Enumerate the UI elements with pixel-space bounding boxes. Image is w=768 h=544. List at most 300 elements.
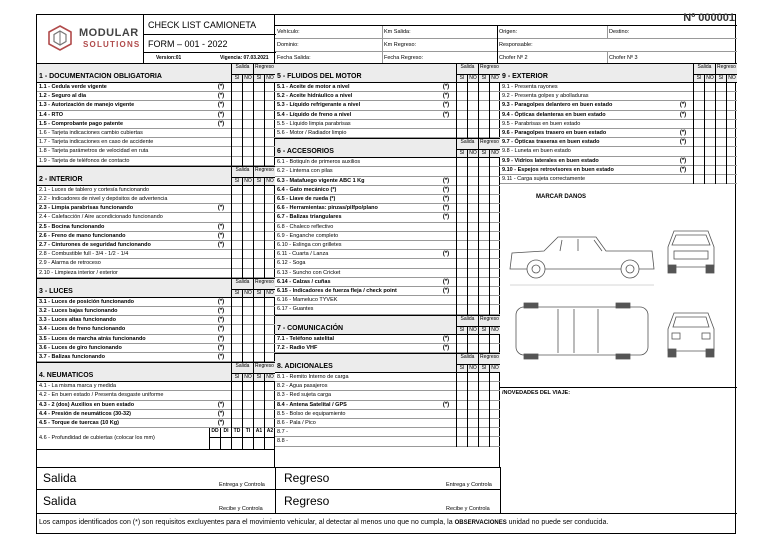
check-box[interactable] <box>715 101 726 110</box>
check-box[interactable] <box>231 83 242 92</box>
check-box[interactable] <box>456 250 467 259</box>
check-box[interactable] <box>489 167 500 176</box>
check-box[interactable] <box>231 101 242 110</box>
fecha-regreso-field[interactable]: Fecha Regreso: <box>384 55 424 61</box>
check-box[interactable] <box>704 147 715 156</box>
check-box[interactable] <box>253 307 264 316</box>
check-box[interactable] <box>489 101 500 110</box>
check-box[interactable] <box>467 382 478 391</box>
check-box[interactable] <box>489 158 500 167</box>
check-box[interactable] <box>478 428 489 437</box>
check-box[interactable] <box>253 92 264 101</box>
check-box[interactable] <box>467 177 478 186</box>
check-box[interactable] <box>264 92 275 101</box>
check-box[interactable] <box>489 177 500 186</box>
check-box[interactable] <box>231 232 242 241</box>
check-box[interactable] <box>467 373 478 382</box>
signature-row-2[interactable] <box>37 489 500 513</box>
check-box[interactable] <box>478 344 489 353</box>
check-box[interactable] <box>253 344 264 353</box>
check-box[interactable] <box>467 129 478 138</box>
check-box[interactable] <box>467 437 478 446</box>
check-box[interactable] <box>231 138 242 147</box>
check-box[interactable] <box>478 382 489 391</box>
check-box[interactable] <box>467 250 478 259</box>
check-box[interactable] <box>253 223 264 232</box>
check-box[interactable] <box>242 213 253 222</box>
check-box[interactable] <box>264 232 275 241</box>
check-box[interactable] <box>242 353 253 362</box>
check-box[interactable] <box>489 419 500 428</box>
check-box[interactable] <box>456 204 467 213</box>
check-box[interactable] <box>726 129 737 138</box>
check-box[interactable] <box>231 344 242 353</box>
check-box[interactable] <box>693 111 704 120</box>
check-box[interactable] <box>489 287 500 296</box>
check-box[interactable] <box>489 344 500 353</box>
check-box[interactable] <box>693 147 704 156</box>
check-box[interactable] <box>489 111 500 120</box>
check-box[interactable] <box>264 325 275 334</box>
check-box[interactable] <box>264 335 275 344</box>
check-box[interactable] <box>467 287 478 296</box>
check-box[interactable] <box>467 186 478 195</box>
check-box[interactable] <box>231 382 242 391</box>
check-box[interactable] <box>467 428 478 437</box>
tire-depth-input[interactable] <box>220 438 231 450</box>
check-box[interactable] <box>489 223 500 232</box>
check-box[interactable] <box>489 92 500 101</box>
check-box[interactable] <box>264 316 275 325</box>
check-box[interactable] <box>467 259 478 268</box>
check-box[interactable] <box>467 391 478 400</box>
check-box[interactable] <box>456 241 467 250</box>
check-box[interactable] <box>264 223 275 232</box>
check-box[interactable] <box>253 391 264 400</box>
check-box[interactable] <box>264 382 275 391</box>
check-box[interactable] <box>242 83 253 92</box>
check-box[interactable] <box>715 83 726 92</box>
check-box[interactable] <box>231 147 242 156</box>
check-box[interactable] <box>715 166 726 175</box>
check-box[interactable] <box>704 138 715 147</box>
check-box[interactable] <box>726 166 737 175</box>
check-box[interactable] <box>456 177 467 186</box>
check-box[interactable] <box>478 269 489 278</box>
check-box[interactable] <box>726 175 737 184</box>
check-box[interactable] <box>242 92 253 101</box>
check-box[interactable] <box>467 305 478 314</box>
check-box[interactable] <box>264 353 275 362</box>
check-box[interactable] <box>456 120 467 129</box>
check-box[interactable] <box>489 373 500 382</box>
check-box[interactable] <box>231 307 242 316</box>
check-box[interactable] <box>467 223 478 232</box>
check-box[interactable] <box>715 147 726 156</box>
check-box[interactable] <box>242 250 253 259</box>
check-box[interactable] <box>489 195 500 204</box>
check-box[interactable] <box>478 213 489 222</box>
check-box[interactable] <box>253 410 264 419</box>
check-box[interactable] <box>489 278 500 287</box>
check-box[interactable] <box>253 401 264 410</box>
check-box[interactable] <box>726 157 737 166</box>
check-box[interactable] <box>253 298 264 307</box>
check-box[interactable] <box>231 316 242 325</box>
check-box[interactable] <box>478 401 489 410</box>
check-box[interactable] <box>253 157 264 166</box>
check-box[interactable] <box>467 335 478 344</box>
check-box[interactable] <box>264 186 275 195</box>
check-box[interactable] <box>456 373 467 382</box>
check-box[interactable] <box>231 213 242 222</box>
check-box[interactable] <box>253 195 264 204</box>
check-box[interactable] <box>253 232 264 241</box>
check-box[interactable] <box>242 335 253 344</box>
check-box[interactable] <box>704 101 715 110</box>
check-box[interactable] <box>478 158 489 167</box>
check-box[interactable] <box>467 167 478 176</box>
check-box[interactable] <box>253 101 264 110</box>
check-box[interactable] <box>467 296 478 305</box>
check-box[interactable] <box>489 391 500 400</box>
check-box[interactable] <box>456 223 467 232</box>
check-box[interactable] <box>726 92 737 101</box>
check-box[interactable] <box>467 158 478 167</box>
check-box[interactable] <box>693 129 704 138</box>
check-box[interactable] <box>456 186 467 195</box>
check-box[interactable] <box>478 373 489 382</box>
check-box[interactable] <box>264 111 275 120</box>
check-box[interactable] <box>478 111 489 120</box>
check-box[interactable] <box>489 120 500 129</box>
signature-row-1[interactable] <box>37 467 500 489</box>
chofer-3-field[interactable]: Chofer Nº 3 <box>609 55 638 61</box>
check-box[interactable] <box>264 307 275 316</box>
check-box[interactable] <box>264 101 275 110</box>
check-box[interactable] <box>704 157 715 166</box>
check-box[interactable] <box>478 278 489 287</box>
check-box[interactable] <box>264 419 275 428</box>
check-box[interactable] <box>264 250 275 259</box>
check-box[interactable] <box>467 92 478 101</box>
check-box[interactable] <box>242 391 253 400</box>
check-box[interactable] <box>726 138 737 147</box>
check-box[interactable] <box>264 401 275 410</box>
check-box[interactable] <box>456 232 467 241</box>
check-box[interactable] <box>489 241 500 250</box>
check-box[interactable] <box>726 83 737 92</box>
check-box[interactable] <box>478 296 489 305</box>
check-box[interactable] <box>456 83 467 92</box>
check-box[interactable] <box>489 83 500 92</box>
check-box[interactable] <box>489 259 500 268</box>
check-box[interactable] <box>242 223 253 232</box>
check-box[interactable] <box>231 186 242 195</box>
check-box[interactable] <box>264 269 275 278</box>
check-box[interactable] <box>489 428 500 437</box>
check-box[interactable] <box>242 241 253 250</box>
check-box[interactable] <box>456 382 467 391</box>
check-box[interactable] <box>231 129 242 138</box>
check-box[interactable] <box>264 204 275 213</box>
check-box[interactable] <box>242 269 253 278</box>
check-box[interactable] <box>715 111 726 120</box>
check-box[interactable] <box>253 129 264 138</box>
check-box[interactable] <box>242 232 253 241</box>
check-box[interactable] <box>467 195 478 204</box>
check-box[interactable] <box>231 353 242 362</box>
check-box[interactable] <box>264 147 275 156</box>
check-box[interactable] <box>693 157 704 166</box>
check-box[interactable] <box>253 147 264 156</box>
check-box[interactable] <box>231 259 242 268</box>
tire-depth-input[interactable] <box>231 438 242 450</box>
check-box[interactable] <box>242 101 253 110</box>
check-box[interactable] <box>253 353 264 362</box>
check-box[interactable] <box>456 111 467 120</box>
check-box[interactable] <box>456 101 467 110</box>
km-regreso-field[interactable]: Km Regreso: <box>384 42 417 48</box>
check-box[interactable] <box>704 175 715 184</box>
check-box[interactable] <box>456 305 467 314</box>
check-box[interactable] <box>456 129 467 138</box>
check-box[interactable] <box>467 213 478 222</box>
check-box[interactable] <box>478 419 489 428</box>
check-box[interactable] <box>253 138 264 147</box>
check-box[interactable] <box>242 259 253 268</box>
check-box[interactable] <box>253 316 264 325</box>
check-box[interactable] <box>231 195 242 204</box>
check-box[interactable] <box>231 298 242 307</box>
check-box[interactable] <box>264 120 275 129</box>
check-box[interactable] <box>704 92 715 101</box>
check-box[interactable] <box>242 325 253 334</box>
check-box[interactable] <box>715 120 726 129</box>
check-box[interactable] <box>253 186 264 195</box>
check-box[interactable] <box>693 175 704 184</box>
check-box[interactable] <box>693 166 704 175</box>
check-box[interactable] <box>478 437 489 446</box>
check-box[interactable] <box>489 305 500 314</box>
check-box[interactable] <box>264 259 275 268</box>
check-box[interactable] <box>242 147 253 156</box>
check-box[interactable] <box>264 213 275 222</box>
check-box[interactable] <box>467 120 478 129</box>
check-box[interactable] <box>726 147 737 156</box>
check-box[interactable] <box>467 101 478 110</box>
check-box[interactable] <box>242 410 253 419</box>
check-box[interactable] <box>715 92 726 101</box>
check-box[interactable] <box>231 419 242 428</box>
check-box[interactable] <box>456 428 467 437</box>
check-box[interactable] <box>456 419 467 428</box>
check-box[interactable] <box>726 120 737 129</box>
check-box[interactable] <box>467 269 478 278</box>
check-box[interactable] <box>253 259 264 268</box>
check-box[interactable] <box>264 195 275 204</box>
tire-depth-input[interactable] <box>209 438 220 450</box>
check-box[interactable] <box>231 111 242 120</box>
check-box[interactable] <box>264 391 275 400</box>
check-box[interactable] <box>456 213 467 222</box>
check-box[interactable] <box>253 335 264 344</box>
tire-depth-input[interactable] <box>253 438 264 450</box>
check-box[interactable] <box>478 177 489 186</box>
check-box[interactable] <box>264 129 275 138</box>
check-box[interactable] <box>231 92 242 101</box>
check-box[interactable] <box>242 419 253 428</box>
check-box[interactable] <box>693 83 704 92</box>
check-box[interactable] <box>231 204 242 213</box>
check-box[interactable] <box>264 298 275 307</box>
check-box[interactable] <box>456 401 467 410</box>
check-box[interactable] <box>489 382 500 391</box>
damage-diagram[interactable] <box>502 205 735 375</box>
check-box[interactable] <box>478 287 489 296</box>
check-box[interactable] <box>478 305 489 314</box>
check-box[interactable] <box>478 83 489 92</box>
check-box[interactable] <box>478 186 489 195</box>
check-box[interactable] <box>456 158 467 167</box>
check-box[interactable] <box>242 120 253 129</box>
check-box[interactable] <box>242 307 253 316</box>
check-box[interactable] <box>456 287 467 296</box>
check-box[interactable] <box>704 120 715 129</box>
check-box[interactable] <box>231 401 242 410</box>
novedades-box[interactable] <box>500 387 737 467</box>
check-box[interactable] <box>253 250 264 259</box>
origen-field[interactable]: Origen: <box>499 29 518 35</box>
check-box[interactable] <box>478 92 489 101</box>
check-box[interactable] <box>478 335 489 344</box>
check-box[interactable] <box>467 111 478 120</box>
vehiculo-field[interactable]: Vehículo: <box>277 29 300 35</box>
check-box[interactable] <box>456 195 467 204</box>
check-box[interactable] <box>253 204 264 213</box>
chofer-2-field[interactable]: Chofer Nº 2 <box>499 55 528 61</box>
check-box[interactable] <box>456 344 467 353</box>
check-box[interactable] <box>264 83 275 92</box>
check-box[interactable] <box>489 401 500 410</box>
check-box[interactable] <box>478 129 489 138</box>
check-box[interactable] <box>242 344 253 353</box>
check-box[interactable] <box>467 204 478 213</box>
check-box[interactable] <box>242 298 253 307</box>
check-box[interactable] <box>231 335 242 344</box>
check-box[interactable] <box>478 250 489 259</box>
check-box[interactable] <box>253 382 264 391</box>
check-box[interactable] <box>715 129 726 138</box>
km-salida-field[interactable]: Km Salida: <box>384 29 411 35</box>
check-box[interactable] <box>693 101 704 110</box>
check-box[interactable] <box>231 410 242 419</box>
check-box[interactable] <box>456 410 467 419</box>
check-box[interactable] <box>253 269 264 278</box>
check-box[interactable] <box>264 344 275 353</box>
check-box[interactable] <box>478 391 489 400</box>
tire-depth-input[interactable] <box>242 438 253 450</box>
check-box[interactable] <box>242 186 253 195</box>
check-box[interactable] <box>456 437 467 446</box>
check-box[interactable] <box>715 157 726 166</box>
check-box[interactable] <box>456 335 467 344</box>
check-box[interactable] <box>231 241 242 250</box>
check-box[interactable] <box>489 250 500 259</box>
check-box[interactable] <box>242 138 253 147</box>
check-box[interactable] <box>242 382 253 391</box>
check-box[interactable] <box>231 391 242 400</box>
check-box[interactable] <box>704 111 715 120</box>
check-box[interactable] <box>231 120 242 129</box>
check-box[interactable] <box>478 120 489 129</box>
check-box[interactable] <box>264 157 275 166</box>
check-box[interactable] <box>467 401 478 410</box>
check-box[interactable] <box>489 335 500 344</box>
check-box[interactable] <box>489 269 500 278</box>
check-box[interactable] <box>456 259 467 268</box>
check-box[interactable] <box>715 175 726 184</box>
check-box[interactable] <box>231 157 242 166</box>
check-box[interactable] <box>478 259 489 268</box>
check-box[interactable] <box>478 101 489 110</box>
check-box[interactable] <box>456 278 467 287</box>
check-box[interactable] <box>253 241 264 250</box>
check-box[interactable] <box>693 120 704 129</box>
check-box[interactable] <box>467 410 478 419</box>
check-box[interactable] <box>478 195 489 204</box>
check-box[interactable] <box>264 138 275 147</box>
check-box[interactable] <box>242 316 253 325</box>
check-box[interactable] <box>489 296 500 305</box>
tire-depth-input[interactable] <box>264 438 275 450</box>
destino-field[interactable]: Destino: <box>609 29 630 35</box>
check-box[interactable] <box>242 129 253 138</box>
check-box[interactable] <box>467 344 478 353</box>
check-box[interactable] <box>467 83 478 92</box>
check-box[interactable] <box>726 101 737 110</box>
responsable-field[interactable]: Responsable: <box>499 42 533 48</box>
check-box[interactable] <box>704 83 715 92</box>
check-box[interactable] <box>253 83 264 92</box>
check-box[interactable] <box>489 232 500 241</box>
check-box[interactable] <box>467 232 478 241</box>
check-box[interactable] <box>704 166 715 175</box>
check-box[interactable] <box>231 223 242 232</box>
check-box[interactable] <box>467 419 478 428</box>
check-box[interactable] <box>456 269 467 278</box>
check-box[interactable] <box>253 419 264 428</box>
check-box[interactable] <box>264 410 275 419</box>
check-box[interactable] <box>242 111 253 120</box>
check-box[interactable] <box>242 401 253 410</box>
check-box[interactable] <box>693 92 704 101</box>
check-box[interactable] <box>264 241 275 250</box>
check-box[interactable] <box>456 391 467 400</box>
fecha-salida-field[interactable]: Fecha Salida: <box>277 55 311 61</box>
check-box[interactable] <box>242 195 253 204</box>
check-box[interactable] <box>704 129 715 138</box>
check-box[interactable] <box>456 92 467 101</box>
check-box[interactable] <box>467 278 478 287</box>
check-box[interactable] <box>456 296 467 305</box>
check-box[interactable] <box>726 111 737 120</box>
check-box[interactable] <box>489 204 500 213</box>
dominio-field[interactable]: Dominio: <box>277 42 299 48</box>
check-box[interactable] <box>231 269 242 278</box>
check-box[interactable] <box>478 204 489 213</box>
check-box[interactable] <box>231 250 242 259</box>
